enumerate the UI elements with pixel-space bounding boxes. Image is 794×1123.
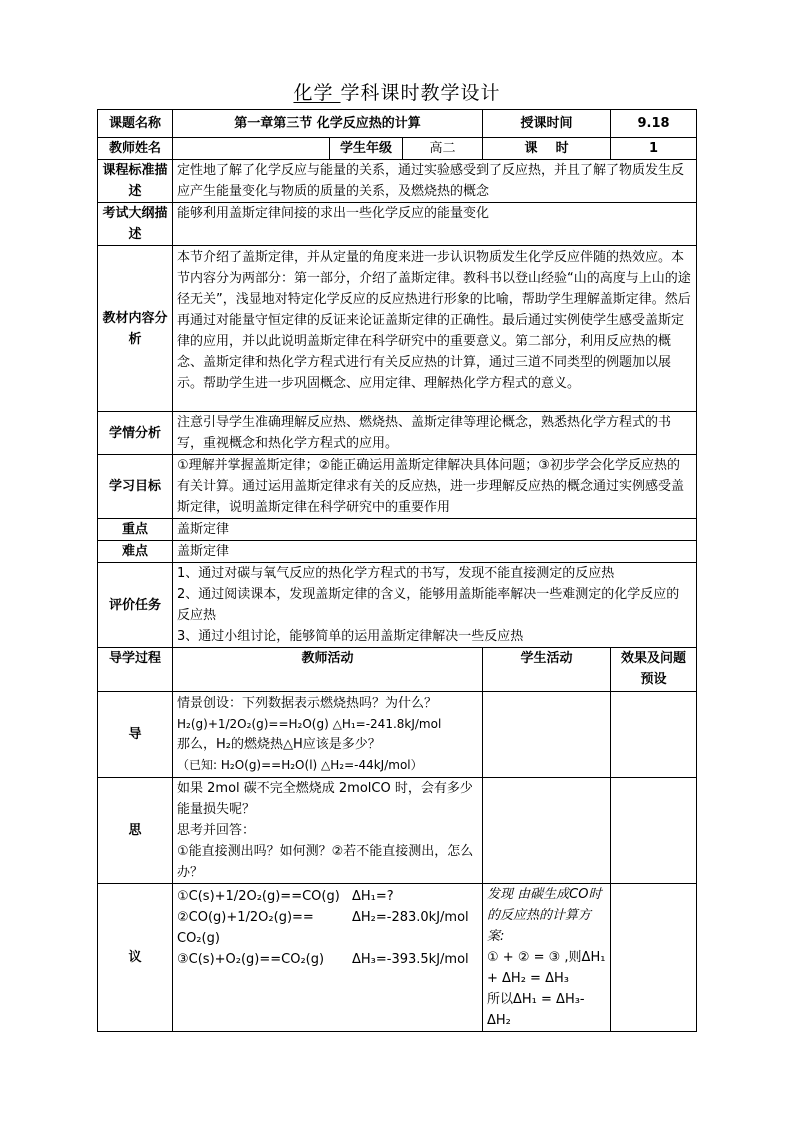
row-standard <box>98 160 697 203</box>
topic-label: 课题名称 <box>98 110 173 138</box>
process-col-stage: 导学过程 <box>98 648 173 692</box>
time-value: 9.18 <box>611 110 697 138</box>
period-value: 1 <box>611 138 697 160</box>
effect-si <box>611 778 697 884</box>
standard-label: 课程标准描述 <box>98 160 173 203</box>
eval-text <box>173 563 697 648</box>
difficulty-text: 盖斯定律 <box>173 541 697 563</box>
row-difficulty <box>98 541 697 563</box>
exam-label: 考试大纲描述 <box>98 203 173 246</box>
time-label: 授课时间 <box>483 110 611 138</box>
key-text: 盖斯定律 <box>173 519 697 541</box>
equation-2: ②CO(g)+1/2O₂(g)== CO₂(g) <box>177 910 314 946</box>
effect-yi <box>611 884 697 1032</box>
process-header-row <box>98 648 697 692</box>
delta-h1: ΔH₁=? <box>352 889 394 904</box>
si-line: ①能直接测出吗？如何测？②若不能直接测出，怎么办？ <box>177 844 474 880</box>
student-activity-si <box>483 778 611 884</box>
effect-dao <box>611 692 697 778</box>
equation-3: ③C(s)+O₂(g)==CO₂(g) <box>177 952 325 967</box>
si-line: 思考并回答： <box>177 823 256 838</box>
teacher-value <box>173 138 330 160</box>
goal-label: 学习目标 <box>98 455 173 519</box>
row-key <box>98 519 697 541</box>
key-label: 重点 <box>98 519 173 541</box>
stage-row-si <box>98 778 697 884</box>
exam-text: 能够利用盖斯定律间接的求出一些化学反应的能量变化 <box>173 203 697 246</box>
title-rest: 学科课时教学设计 <box>340 82 501 104</box>
yi-student-line: 发现 由碳生成CO时的反应热的计算方案: <box>487 887 602 944</box>
stage-label-yi: 议 <box>98 884 173 1032</box>
dao-equation: H₂(g)+1/2O₂(g)==H₂O(g) △H₁=-241.8kJ/mol <box>177 717 442 731</box>
row-teacher <box>98 138 697 160</box>
learner-text: 注意引导学生准确理解反应热、燃烧热、盖斯定律等理论概念，熟悉热化学方程式的书写，重视概念和热化学方程式的应用。 <box>173 412 697 455</box>
equation-row <box>177 949 478 970</box>
student-activity-dao <box>483 692 611 778</box>
stage-row-dao <box>98 692 697 778</box>
material-text: 本节介绍了盖斯定律，并从定量的角度来进一步认识物质发生化学反应伴随的热效应。本节内容分为两部分：第一部分，介绍了盖斯定律。教科书以登山经验“山的高度与上山的途径无关”，浅显地对特定化学反应的反应热进行形象的比喻，帮助学生理解盖斯定律。然后再通过对能量守恒定律的反证来论证盖斯定律的正确性。最后通过实例使学生感受盖斯定律的应用，并以此说明盖斯定律在科学研究中的重要意义。第二部分，利用反应热的概念、盖斯定律和热化学方程式进行有关反应热的计算，通过三道不同类型的例题加以展示。帮助学生进一步巩固概念、应用定律、理解热化学方程式的意义。 <box>173 246 697 412</box>
difficulty-label: 难点 <box>98 541 173 563</box>
page-title <box>0 78 794 105</box>
dao-line: 那么，H₂的燃烧热△H应该是多少？ <box>177 737 381 752</box>
si-line: 如果 2mol 碳不完全燃烧成 2molCO 时，会有多少能量损失呢？ <box>177 781 473 817</box>
row-material <box>98 246 697 412</box>
material-label: 教材内容分析 <box>98 246 173 412</box>
grade-label: 学生年级 <box>330 138 403 160</box>
learner-label: 学情分析 <box>98 412 173 455</box>
topic-value: 第一章第三节 化学反应热的计算 <box>173 110 483 138</box>
stage-label-dao: 导 <box>98 692 173 778</box>
eval-item: 2、通过阅读课本，发现盖斯定律的含义，能够用盖斯能率解决一些难测定的化学反应的反应热 <box>177 587 680 623</box>
dao-line: 情景创设：下列数据表示燃烧热吗？为什么？ <box>177 696 438 711</box>
process-col-teacher: 教师活动 <box>173 648 483 692</box>
teacher-activity-si <box>173 778 483 884</box>
student-activity-yi <box>483 884 611 1032</box>
equation-row <box>177 907 478 949</box>
yi-student-line: ① + ② = ③ ,则ΔH₁ + ΔH₂ = ΔH₃ <box>487 950 606 986</box>
period-label: 课 时 <box>483 138 611 160</box>
equation-1: ①C(s)+1/2O₂(g)==CO(g) <box>177 889 340 904</box>
subject-name: 化学 <box>293 82 341 104</box>
teacher-label: 教师姓名 <box>98 138 173 160</box>
standard-text: 定性地了解了化学反应与能量的关系，通过实验感受到了反应热，并且了解了物质发生反应产生能量变化与物质的质量的关系，及燃烧热的概念 <box>173 160 697 203</box>
row-learner <box>98 412 697 455</box>
process-col-student: 学生活动 <box>483 648 611 692</box>
process-col-effect: 效果及问题预设 <box>611 648 697 692</box>
goal-text: ①理解并掌握盖斯定律；②能正确运用盖斯定律解决具体问题；③初步学会化学反应热的有关计算。通过运用盖斯定律求有关的反应热，进一步理解反应热的概念通过实例感受盖斯定律，说明盖斯定律在科学研究中的重要作用 <box>173 455 697 519</box>
stage-row-yi <box>98 884 697 1032</box>
teacher-activity-dao <box>173 692 483 778</box>
eval-item: 1、通过对碳与氧气反应的热化学方程式的书写，发现不能直接测定的反应热 <box>177 566 615 581</box>
row-exam <box>98 203 697 246</box>
yi-student-line: 所以ΔH₁ = ΔH₃- ΔH₂ <box>487 992 585 1028</box>
dao-known: （已知: H₂O(g)==H₂O(l) △H₂=-44kJ/mol） <box>177 758 423 772</box>
grade-value: 高二 <box>403 138 483 160</box>
lesson-plan-table <box>97 109 697 1032</box>
equation-row <box>177 886 478 907</box>
teacher-activity-yi <box>173 884 483 1032</box>
row-eval <box>98 563 697 648</box>
row-topic <box>98 110 697 138</box>
stage-label-si: 思 <box>98 778 173 884</box>
delta-h2: ΔH₂=-283.0kJ/mol <box>352 910 469 925</box>
delta-h3: ΔH₃=-393.5kJ/mol <box>352 952 469 967</box>
row-goal <box>98 455 697 519</box>
eval-item: 3、通过小组讨论，能够简单的运用盖斯定律解决一些反应热 <box>177 629 524 644</box>
eval-label: 评价任务 <box>98 563 173 648</box>
